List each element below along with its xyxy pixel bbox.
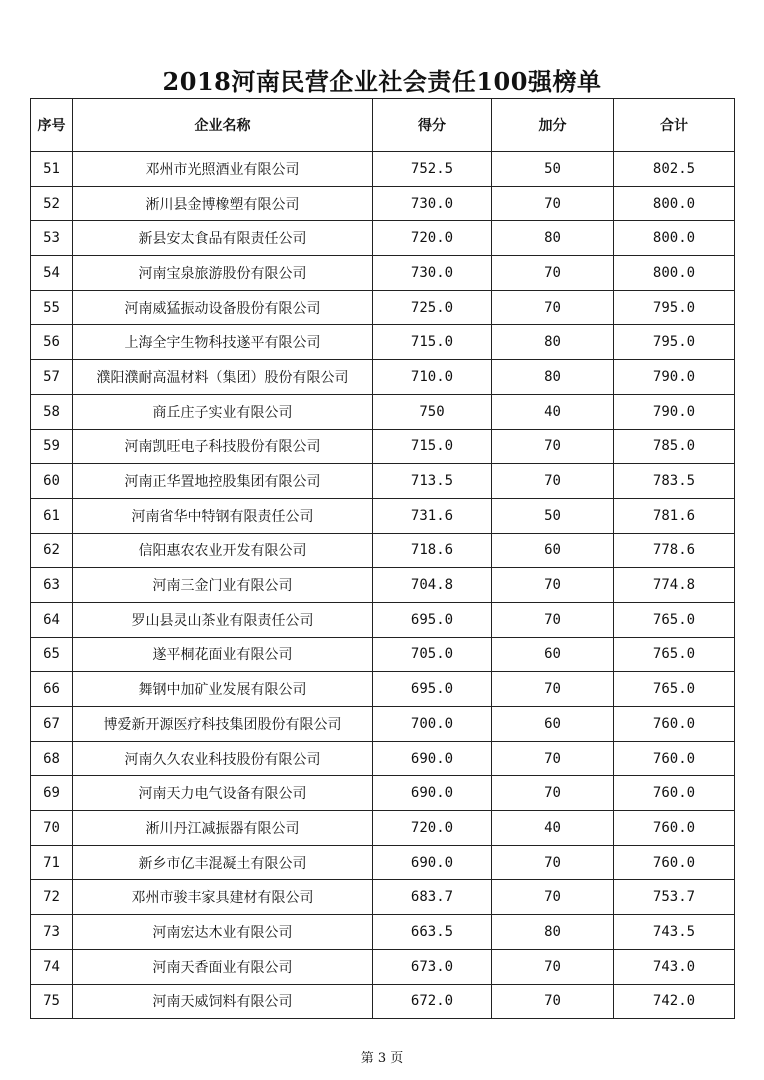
- cell-score: 690.0: [373, 741, 492, 776]
- cell-bonus: 40: [492, 394, 614, 429]
- table-row: [31, 602, 735, 637]
- cell-rank: 52: [31, 186, 73, 221]
- cell-rank: 69: [31, 776, 73, 811]
- cell-total: 783.5: [614, 464, 735, 499]
- table-row: [31, 152, 735, 187]
- table-row: [31, 776, 735, 811]
- cell-company-name: 遂平桐花面业有限公司: [73, 637, 373, 672]
- page-number: 第 3 页: [360, 1051, 404, 1066]
- cell-rank: 54: [31, 256, 73, 291]
- cell-company-name: 河南久久农业科技股份有限公司: [73, 741, 373, 776]
- cell-score: 704.8: [373, 568, 492, 603]
- cell-score: 715.0: [373, 325, 492, 360]
- cell-company-name: 淅川县金博橡塑有限公司: [73, 186, 373, 221]
- cell-score: 663.5: [373, 915, 492, 950]
- cell-bonus: 50: [492, 498, 614, 533]
- cell-bonus: 70: [492, 186, 614, 221]
- cell-score: 673.0: [373, 949, 492, 984]
- table-row: [31, 741, 735, 776]
- cell-company-name: 河南威猛振动设备股份有限公司: [73, 290, 373, 325]
- cell-bonus: 70: [492, 845, 614, 880]
- cell-score: 720.0: [373, 811, 492, 846]
- cell-rank: 63: [31, 568, 73, 603]
- cell-company-name: 新乡市亿丰混凝土有限公司: [73, 845, 373, 880]
- cell-company-name: 河南三金门业有限公司: [73, 568, 373, 603]
- cell-bonus: 70: [492, 880, 614, 915]
- cell-rank: 58: [31, 394, 73, 429]
- cell-total: 778.6: [614, 533, 735, 568]
- table-row: [31, 915, 735, 950]
- cell-bonus: 60: [492, 637, 614, 672]
- table-row: [31, 256, 735, 291]
- table-row: [31, 221, 735, 256]
- cell-score: 713.5: [373, 464, 492, 499]
- cell-bonus: 70: [492, 741, 614, 776]
- cell-bonus: 80: [492, 915, 614, 950]
- cell-total: 743.5: [614, 915, 735, 950]
- cell-rank: 67: [31, 707, 73, 742]
- cell-company-name: 河南天香面业有限公司: [73, 949, 373, 984]
- cell-total: 800.0: [614, 256, 735, 291]
- cell-company-name: 罗山县灵山茶业有限责任公司: [73, 602, 373, 637]
- table-row: [31, 429, 735, 464]
- table-row: [31, 394, 735, 429]
- cell-bonus: 70: [492, 984, 614, 1019]
- cell-score: 705.0: [373, 637, 492, 672]
- cell-total: 760.0: [614, 741, 735, 776]
- cell-score: 700.0: [373, 707, 492, 742]
- cell-total: 800.0: [614, 186, 735, 221]
- table-row: [31, 949, 735, 984]
- cell-company-name: 濮阳濮耐高温材料（集团）股份有限公司: [73, 360, 373, 395]
- cell-total: 765.0: [614, 672, 735, 707]
- cell-bonus: 80: [492, 360, 614, 395]
- cell-total: 795.0: [614, 290, 735, 325]
- cell-company-name: 河南天力电气设备有限公司: [73, 776, 373, 811]
- table-row: [31, 533, 735, 568]
- cell-total: 743.0: [614, 949, 735, 984]
- cell-bonus: 50: [492, 152, 614, 187]
- cell-company-name: 信阳惠农农业开发有限公司: [73, 533, 373, 568]
- cell-rank: 75: [31, 984, 73, 1019]
- cell-total: 760.0: [614, 776, 735, 811]
- cell-bonus: 70: [492, 568, 614, 603]
- cell-score: 695.0: [373, 672, 492, 707]
- cell-bonus: 80: [492, 325, 614, 360]
- cell-company-name: 新县安太食品有限责任公司: [73, 221, 373, 256]
- cell-bonus: 70: [492, 429, 614, 464]
- cell-company-name: 邓州市光照酒业有限公司: [73, 152, 373, 187]
- cell-company-name: 河南凯旺电子科技股份有限公司: [73, 429, 373, 464]
- cell-company-name: 河南正华置地控股集团有限公司: [73, 464, 373, 499]
- cell-bonus: 70: [492, 672, 614, 707]
- cell-rank: 72: [31, 880, 73, 915]
- table-row: [31, 498, 735, 533]
- cell-total: 760.0: [614, 845, 735, 880]
- table-row: [31, 464, 735, 499]
- cell-total: 785.0: [614, 429, 735, 464]
- cell-score: 720.0: [373, 221, 492, 256]
- column-header-total: 合计: [614, 99, 735, 152]
- cell-bonus: 60: [492, 707, 614, 742]
- table-row: [31, 360, 735, 395]
- cell-rank: 53: [31, 221, 73, 256]
- cell-rank: 51: [31, 152, 73, 187]
- cell-company-name: 上海全宇生物科技遂平有限公司: [73, 325, 373, 360]
- table-row: [31, 984, 735, 1019]
- cell-total: 800.0: [614, 221, 735, 256]
- cell-rank: 57: [31, 360, 73, 395]
- cell-bonus: 70: [492, 464, 614, 499]
- table-row: [31, 568, 735, 603]
- table-row: [31, 186, 735, 221]
- cell-total: 765.0: [614, 637, 735, 672]
- table-header-row: [31, 99, 735, 152]
- table-body: [31, 152, 735, 1019]
- cell-total: 765.0: [614, 602, 735, 637]
- cell-total: 760.0: [614, 707, 735, 742]
- cell-score: 715.0: [373, 429, 492, 464]
- cell-company-name: 河南宏达木业有限公司: [73, 915, 373, 950]
- cell-score: 690.0: [373, 776, 492, 811]
- cell-total: 790.0: [614, 360, 735, 395]
- column-header-score: 得分: [373, 99, 492, 152]
- cell-bonus: 60: [492, 533, 614, 568]
- cell-bonus: 80: [492, 221, 614, 256]
- table-row: [31, 707, 735, 742]
- cell-score: 695.0: [373, 602, 492, 637]
- cell-bonus: 70: [492, 602, 614, 637]
- column-header-number: 序号: [31, 99, 73, 152]
- cell-bonus: 70: [492, 949, 614, 984]
- cell-rank: 70: [31, 811, 73, 846]
- cell-rank: 64: [31, 602, 73, 637]
- table-row: [31, 325, 735, 360]
- cell-score: 710.0: [373, 360, 492, 395]
- cell-rank: 73: [31, 915, 73, 950]
- cell-bonus: 70: [492, 256, 614, 291]
- cell-company-name: 河南天威饲料有限公司: [73, 984, 373, 1019]
- cell-total: 802.5: [614, 152, 735, 187]
- cell-score: 672.0: [373, 984, 492, 1019]
- cell-total: 774.8: [614, 568, 735, 603]
- cell-score: 752.5: [373, 152, 492, 187]
- cell-rank: 71: [31, 845, 73, 880]
- cell-rank: 60: [31, 464, 73, 499]
- cell-rank: 62: [31, 533, 73, 568]
- cell-rank: 61: [31, 498, 73, 533]
- cell-total: 781.6: [614, 498, 735, 533]
- cell-company-name: 商丘庄子实业有限公司: [73, 394, 373, 429]
- cell-bonus: 40: [492, 811, 614, 846]
- table-row: [31, 637, 735, 672]
- cell-company-name: 河南省华中特钢有限责任公司: [73, 498, 373, 533]
- cell-rank: 74: [31, 949, 73, 984]
- cell-score: 731.6: [373, 498, 492, 533]
- cell-total: 790.0: [614, 394, 735, 429]
- cell-company-name: 河南宝泉旅游股份有限公司: [73, 256, 373, 291]
- table-row: [31, 811, 735, 846]
- cell-score: 730.0: [373, 186, 492, 221]
- cell-total: 753.7: [614, 880, 735, 915]
- table-row: [31, 845, 735, 880]
- table-row: [31, 672, 735, 707]
- cell-score: 750: [373, 394, 492, 429]
- cell-score: 730.0: [373, 256, 492, 291]
- cell-rank: 66: [31, 672, 73, 707]
- page-title: 2018河南民营企业社会责任100强榜单: [162, 67, 602, 96]
- cell-company-name: 邓州市骏丰家具建材有限公司: [73, 880, 373, 915]
- cell-total: 760.0: [614, 811, 735, 846]
- table-row: [31, 880, 735, 915]
- cell-bonus: 70: [492, 776, 614, 811]
- ranking-table: [30, 98, 735, 1019]
- cell-total: 795.0: [614, 325, 735, 360]
- cell-rank: 65: [31, 637, 73, 672]
- cell-company-name: 舞钢中加矿业发展有限公司: [73, 672, 373, 707]
- table-row: [31, 290, 735, 325]
- cell-bonus: 70: [492, 290, 614, 325]
- cell-rank: 68: [31, 741, 73, 776]
- cell-rank: 56: [31, 325, 73, 360]
- cell-score: 683.7: [373, 880, 492, 915]
- cell-score: 718.6: [373, 533, 492, 568]
- column-header-company: 企业名称: [73, 99, 373, 152]
- cell-total: 742.0: [614, 984, 735, 1019]
- cell-company-name: 博爱新开源医疗科技集团股份有限公司: [73, 707, 373, 742]
- cell-score: 690.0: [373, 845, 492, 880]
- cell-score: 725.0: [373, 290, 492, 325]
- cell-company-name: 淅川丹江减振器有限公司: [73, 811, 373, 846]
- cell-rank: 59: [31, 429, 73, 464]
- cell-rank: 55: [31, 290, 73, 325]
- column-header-bonus: 加分: [492, 99, 614, 152]
